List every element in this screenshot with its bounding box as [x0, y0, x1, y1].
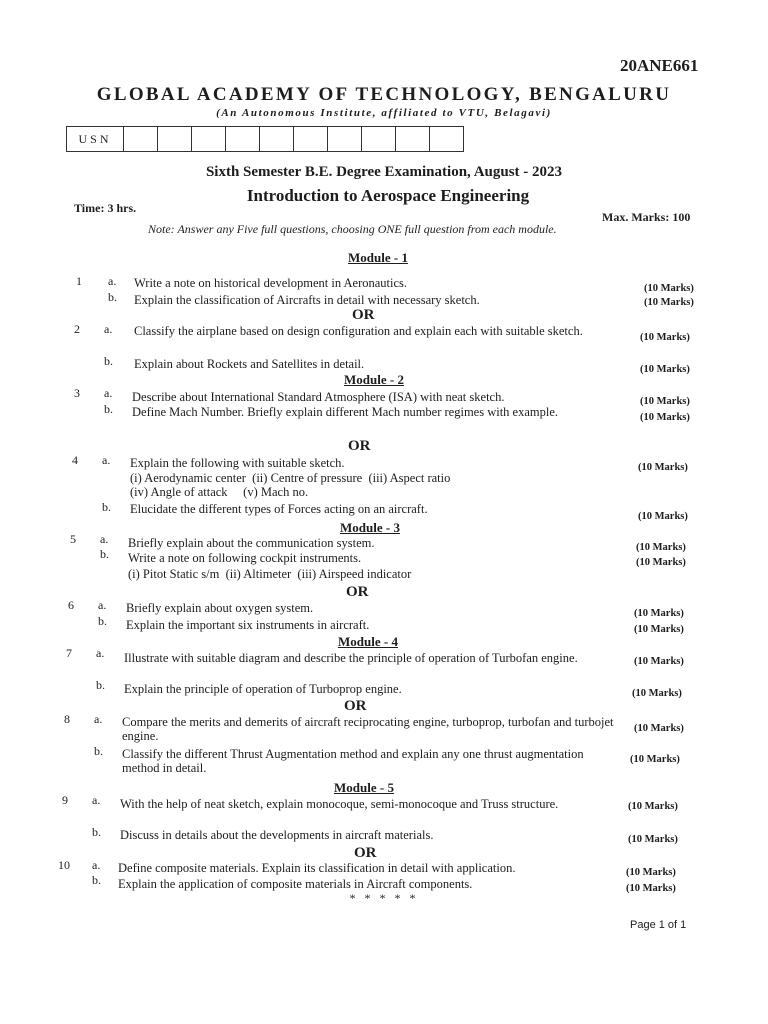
- question-marks: (10 Marks): [634, 723, 684, 734]
- question-text: Explain the application of composite materials in Aircraft components.: [118, 877, 473, 891]
- question-part: b.: [104, 354, 113, 368]
- question-text: Discuss in details about the developments in aircraft materials.: [120, 828, 434, 842]
- question-text: With the help of neat sketch, explain monocoque, semi-monocoque and Truss structure.: [120, 797, 559, 811]
- question-text: Elucidate the different types of Forces acting on an aircraft.: [130, 502, 428, 516]
- question-marks: (10 Marks): [634, 624, 684, 635]
- usn-box: [226, 127, 260, 151]
- question-text: Compare the merits and demerits of aircraft reciprocating engine, turboprop, turbofan and turbojet engine.: [122, 715, 614, 743]
- question-subparts: (i) Pitot Static s/m (ii) Altimeter (iii) Airspeed indicator: [128, 567, 412, 581]
- question-marks: (10 Marks): [634, 656, 684, 667]
- question-part: b.: [92, 825, 101, 839]
- question-marks: (10 Marks): [632, 688, 682, 699]
- question-marks: (10 Marks): [644, 297, 694, 308]
- question-text: Write a note on historical development in Aeronautics.: [134, 276, 408, 290]
- question-marks: (10 Marks): [634, 608, 684, 619]
- question-number: 5: [70, 532, 76, 546]
- question-part: b.: [94, 744, 103, 758]
- question-part: a.: [102, 453, 111, 467]
- question-text: Define Mach Number. Briefly explain different Mach number regimes with example.: [132, 405, 559, 419]
- usn-box: [430, 127, 463, 151]
- question-text: Explain the following with suitable sketch.: [130, 456, 345, 470]
- usn-box: [260, 127, 294, 151]
- question-part: a.: [92, 793, 101, 807]
- exam-title: Sixth Semester B.E. Degree Examination, August - 2023: [205, 164, 563, 180]
- or-separator: OR: [346, 584, 369, 600]
- question-text: Classify the different Thrust Augmentation method and explain any one thrust augmentation method in detail.: [122, 747, 584, 775]
- usn-box: [192, 127, 226, 151]
- question-text: Explain the important six instruments in aircraft.: [126, 618, 370, 632]
- module-heading: Module - 5: [334, 780, 394, 795]
- question-marks: (10 Marks): [636, 542, 686, 553]
- question-number: 3: [74, 386, 80, 400]
- instructions-note: Note: Answer any Five full questions, choosing ONE full question from each module.: [148, 222, 557, 236]
- question-marks: (10 Marks): [636, 557, 686, 568]
- question-marks: (10 Marks): [644, 283, 694, 294]
- usn-box: [158, 127, 192, 151]
- question-number: 4: [72, 453, 78, 467]
- question-part: a.: [104, 386, 113, 400]
- question-part: a.: [108, 274, 117, 288]
- question-number: 10: [58, 858, 70, 872]
- usn-label: USN: [67, 127, 124, 151]
- or-separator: OR: [344, 698, 367, 714]
- question-marks: (10 Marks): [638, 511, 688, 522]
- question-text: Illustrate with suitable diagram and describe the principle of operation of Turbofan engine.: [124, 651, 578, 665]
- question-text: Explain the principle of operation of Turboprop engine.: [124, 682, 402, 696]
- question-marks: (10 Marks): [630, 754, 680, 765]
- question-part: b.: [98, 614, 107, 628]
- question-number: 2: [74, 322, 80, 336]
- or-separator: OR: [352, 307, 375, 323]
- question-part: b.: [108, 290, 117, 304]
- question-number: 7: [66, 646, 72, 660]
- question-text: Explain the classification of Aircrafts in detail with necessary sketch.: [134, 293, 480, 307]
- question-number: 9: [62, 793, 68, 807]
- question-part: a.: [100, 532, 109, 546]
- question-subparts: (i) Aerodynamic center (ii) Centre of pressure (iii) Aspect ratio: [130, 471, 451, 485]
- question-part: b.: [96, 678, 105, 692]
- module-heading: Module - 3: [340, 520, 400, 535]
- question-part: b.: [104, 402, 113, 416]
- module-heading: Module - 4: [338, 634, 398, 649]
- end-of-paper-mark: * * * * *: [349, 891, 419, 905]
- page-number: Page 1 of 1: [630, 919, 687, 931]
- max-marks: Max. Marks: 100: [602, 210, 691, 224]
- usn-boxes: [66, 126, 464, 152]
- question-text: Describe about International Standard Atmosphere (ISA) with neat sketch.: [132, 390, 505, 404]
- or-separator: OR: [354, 845, 377, 861]
- usn-box: [396, 127, 430, 151]
- module-heading: Module - 2: [344, 372, 404, 387]
- institute-name: GLOBAL ACADEMY OF TECHNOLOGY, BENGALURU: [96, 84, 672, 105]
- question-text: Briefly explain about the communication system.: [128, 536, 375, 550]
- question-text: Write a note on following cockpit instruments.: [128, 551, 362, 565]
- question-number: 8: [64, 712, 70, 726]
- question-part: b.: [100, 547, 109, 561]
- question-part: b.: [102, 500, 111, 514]
- question-subparts: (iv) Angle of attack (v) Mach no.: [130, 485, 309, 499]
- paper-code: 20ANE661: [620, 56, 699, 75]
- question-text: Explain about Rockets and Satellites in detail.: [134, 357, 365, 371]
- question-part: b.: [92, 873, 101, 887]
- question-marks: (10 Marks): [640, 332, 690, 343]
- or-separator: OR: [348, 438, 371, 454]
- question-marks: (10 Marks): [628, 834, 678, 845]
- question-text: Briefly explain about oxygen system.: [126, 601, 314, 615]
- question-part: a.: [94, 712, 103, 726]
- question-marks: (10 Marks): [640, 412, 690, 423]
- question-text: Classify the airplane based on design configuration and explain each with suitable sketch.: [134, 324, 583, 338]
- usn-box: [328, 127, 362, 151]
- question-part: a.: [92, 858, 101, 872]
- question-marks: (10 Marks): [638, 462, 688, 473]
- institute-affiliation: (An Autonomous Institute, affiliated to VTU, Belagavi): [216, 107, 552, 119]
- subject-title: Introduction to Aerospace Engineering: [246, 186, 530, 205]
- question-marks: (10 Marks): [626, 867, 676, 878]
- usn-box: [294, 127, 328, 151]
- question-marks: (10 Marks): [626, 883, 676, 894]
- time-allowed: Time: 3 hrs.: [74, 201, 137, 215]
- question-part: a.: [98, 598, 107, 612]
- question-marks: (10 Marks): [628, 801, 678, 812]
- question-part: a.: [96, 646, 105, 660]
- usn-box: [362, 127, 396, 151]
- question-number: 6: [68, 598, 74, 612]
- module-heading: Module - 1: [348, 250, 408, 265]
- question-text: Define composite materials. Explain its classification in detail with application.: [118, 861, 516, 875]
- question-marks: (10 Marks): [640, 396, 690, 407]
- question-number: 1: [76, 274, 82, 288]
- question-marks: (10 Marks): [640, 364, 690, 375]
- question-part: a.: [104, 322, 113, 336]
- usn-box: [124, 127, 158, 151]
